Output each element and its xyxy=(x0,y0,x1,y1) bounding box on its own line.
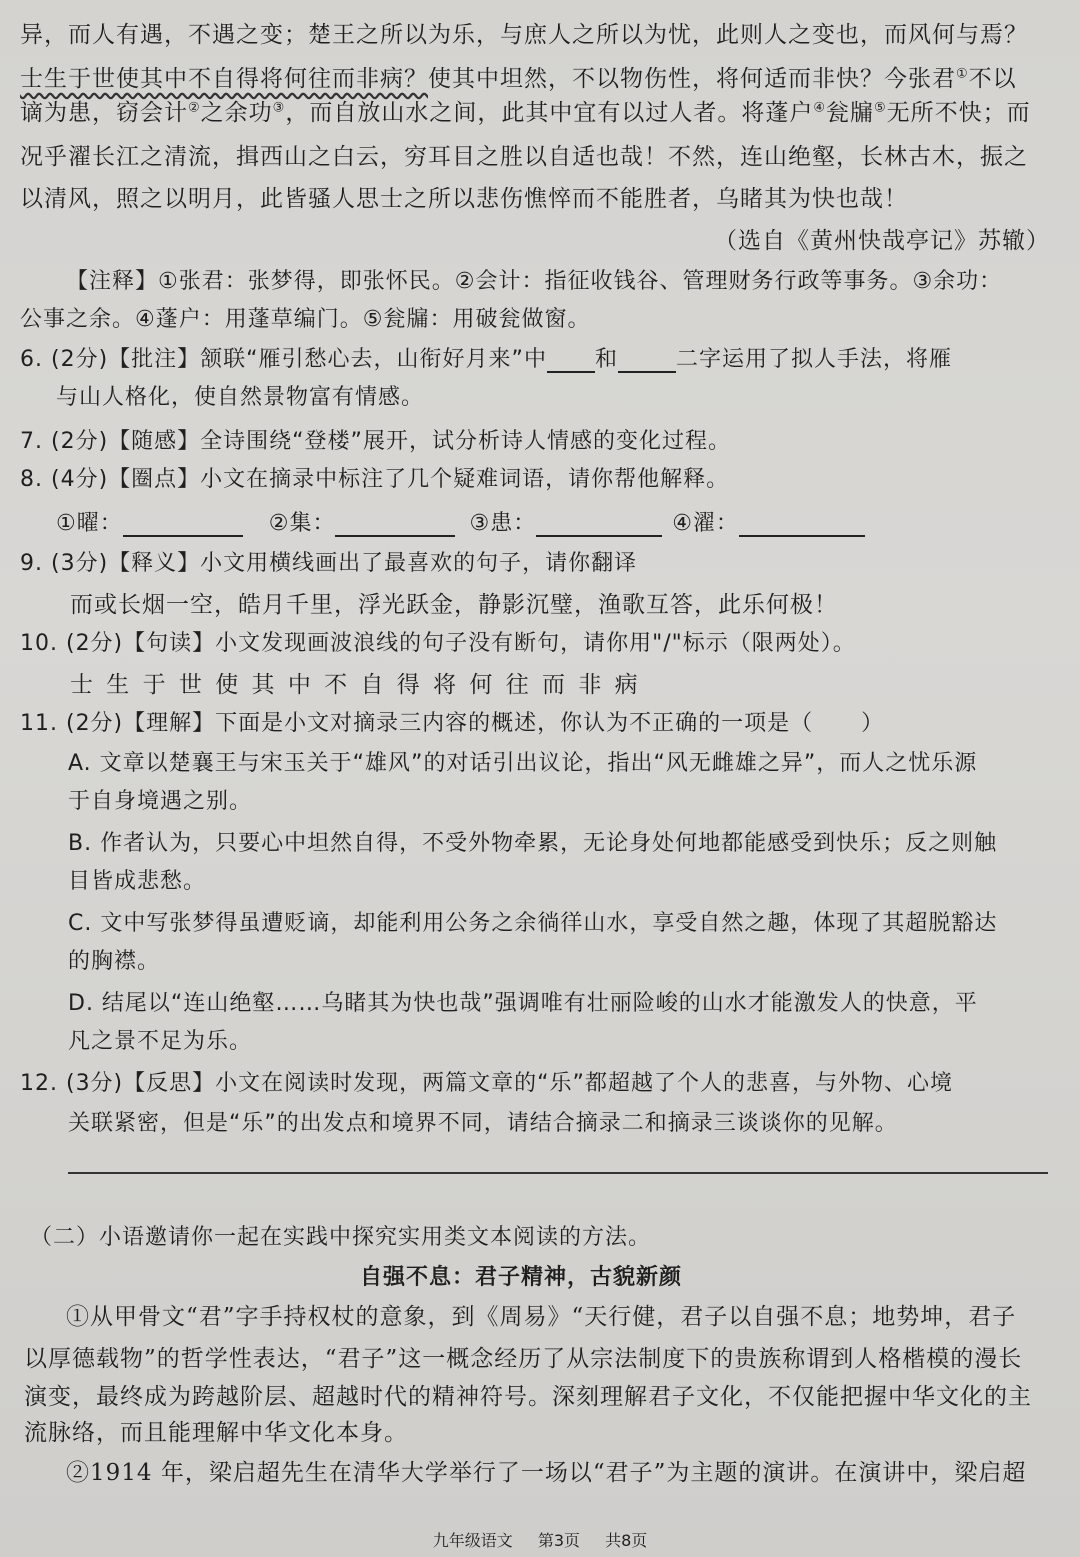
question-7: 7. (2分)【随感】全诗围绕“登楼”展开，试分析诗人情感的变化过程。 xyxy=(20,429,731,454)
question-11 xyxy=(20,706,884,737)
page-footer xyxy=(0,1528,1080,1551)
excerpt-line-3-e: 无所不快；而 xyxy=(886,100,1031,126)
excerpt-line-2 xyxy=(20,60,1017,93)
q11-option-d-line-2: 凡之景不足为乐。 xyxy=(68,1029,253,1054)
q8-blank-2[interactable] xyxy=(335,513,455,537)
footnote-marker-1: ① xyxy=(956,66,969,82)
q8-blank-3[interactable] xyxy=(536,513,662,537)
footer-subject: 九年级语文 xyxy=(432,1531,513,1550)
question-6 xyxy=(20,342,952,373)
q11-option-a-line-2: 于自身境遇之别。 xyxy=(68,789,253,814)
question-8: 8. (4分)【圈点】小文在摘录中标注了几个疑难词语，请你帮他解释。 xyxy=(20,467,730,492)
q8-item-2-label: ②集： xyxy=(268,511,336,536)
q6-blank-2[interactable] xyxy=(618,349,676,373)
wavy-sentence: 士生于世使其中不自得将何往而非病？ xyxy=(20,66,428,92)
q6-text-a: 6. (2分)【批注】颔联“雁引愁心去，山衔好月来”中 xyxy=(20,347,547,372)
excerpt-line-3-d: 瓮牖 xyxy=(825,100,874,126)
q11-stem: 11. (2分)【理解】下面是小文对摘录三内容的概述，你认为不正确的一项是（ xyxy=(20,711,814,736)
q12-answer-line[interactable] xyxy=(68,1172,1048,1174)
q8-item-4-label: ④濯： xyxy=(672,511,739,536)
question-9: 9. (3分)【释义】小文用横线画出了最喜欢的句子，请你翻译 xyxy=(20,551,638,576)
q11-stem-close: ） xyxy=(861,711,885,736)
question-10: 10. (2分)【句读】小文发现画波浪线的句子没有断句，请你用"/"标示（限两处）。 xyxy=(20,631,856,656)
excerpt-line-3-b: 之余功 xyxy=(200,100,273,126)
section-2-intro: （二）小语邀请你一起在实践中探究实用类文本阅读的方法。 xyxy=(30,1225,652,1250)
excerpt-line-3-c: ，而自放山水之间，此其中宜有以过人者。将蓬户 xyxy=(285,100,814,126)
section-2-p1-line-2: 以厚德载物”的哲学性表达，“君子”这一概念经历了从宗法制度下的贵族称谓到人格楷模的漫长 xyxy=(24,1346,1023,1372)
q8-blank-4[interactable] xyxy=(739,513,865,537)
footnote-marker-2: ② xyxy=(188,100,201,116)
q6-blank-1[interactable] xyxy=(547,349,595,373)
question-6-line-2: 与山人格化，使自然景物富有情感。 xyxy=(56,385,425,410)
q11-option-c-line-2: 的胸襟。 xyxy=(68,949,161,974)
section-2-title: 自强不息：君子精神，古貌新颜 xyxy=(360,1265,683,1290)
q8-item-3-label: ③患： xyxy=(469,511,537,536)
q8-item-1-label: ①曜： xyxy=(56,511,123,536)
footer-page-number: 第3页 xyxy=(537,1531,580,1550)
excerpt-line-1: 异，而人有遇，不遇之变；楚王之所以为乐，与庶人之所以为忧，此则人之变也，而风何与焉？ xyxy=(20,22,1028,48)
excerpt-source: （选自《黄州快哉亭记》苏辙） xyxy=(714,228,1050,254)
excerpt-line-3-a: 谪为患，窃会计 xyxy=(20,100,188,126)
footnote-marker-5: ⑤ xyxy=(873,100,887,116)
excerpt-line-4: 况乎濯长江之清流，揖西山之白云，穷耳目之胜以自适也哉！不然，连山绝壑，长林古木，振之 xyxy=(20,144,1028,170)
question-8-items xyxy=(56,506,865,537)
footnote-marker-4: ④ xyxy=(813,100,826,116)
q11-option-c-line-1: C. 文中写张梦得虽遭贬谪，却能利用公务之余徜徉山水，享受自然之趣，体现了其超脱豁达 xyxy=(68,911,998,936)
excerpt-line-3 xyxy=(20,94,1031,127)
q11-option-b-line-2: 目皆成悲愁。 xyxy=(68,869,207,894)
section-2-p1-line-1: ①从甲骨文“君”字手持权杖的意象，到《周易》“天行健，君子以自强不息；地势坤，君子 xyxy=(66,1304,1017,1330)
excerpt-line-2-rest-a: 使其中坦然，不以物伤性，将何适而非快？今张君 xyxy=(428,66,956,92)
q6-text-b: 和 xyxy=(594,347,618,372)
excerpt-line-5: 以清风，照之以明月，此皆骚人思士之所以悲伤憔悴而不能胜者，乌睹其为快也哉！ xyxy=(20,186,908,212)
section-2-p1-line-4: 流脉络，而且能理解中华文化本身。 xyxy=(24,1420,408,1446)
q11-option-b-line-1: B. 作者认为，只要心中坦然自得，不受外物牵累，无论身处何地都能感受到快乐；反之则触 xyxy=(68,831,998,856)
question-9-sentence: 而或长烟一空，皓月千里，浮光跃金，静影沉璧，渔歌互答，此乐何极！ xyxy=(70,592,838,618)
section-2-p1-line-3: 演变，最终成为跨越阶层、超越时代的精神符号。深刻理解君子文化，不仅能把握中华文化的主 xyxy=(24,1384,1032,1410)
excerpt-line-2-rest-b: 不以 xyxy=(968,66,1017,92)
question-12: 12. (3分)【反思】小文在阅读时发现，两篇文章的“乐”都超越了个人的悲喜，与外物、心境 xyxy=(20,1071,953,1096)
question-12-line-2: 关联紧密，但是“乐”的出发点和境界不同，请结合摘录二和摘录三谈谈你的见解。 xyxy=(68,1111,898,1136)
section-2-p2-line-1: ②1914 年，梁启超先生在清华大学举行了一场以“君子”为主题的演讲。在演讲中，梁启超 xyxy=(66,1460,1027,1486)
q6-text-c: 二字运用了拟人手法，将雁 xyxy=(675,347,952,372)
footnote-marker-3: ③ xyxy=(272,100,286,116)
footer-total-pages: 共8页 xyxy=(605,1531,648,1550)
q8-blank-1[interactable] xyxy=(123,513,243,537)
notes-line-1: 【注释】①张君：张梦得，即张怀民。②会计：指征收钱谷、管理财务行政等事务。③余功： xyxy=(66,269,1003,294)
q11-option-d-line-1: D. 结尾以“连山绝壑……乌睹其为快也哉”强调唯有壮丽险峻的山水才能激发人的快意，平 xyxy=(68,991,978,1016)
q11-option-a-line-1: A. 文章以楚襄王与宋玉关于“雄风”的对话引出议论，指出“风无雌雄之异”，而人之忧乐源 xyxy=(68,751,978,776)
question-10-sentence: 士 生 于 世 使 其 中 不 自 得 将 何 往 而 非 病 xyxy=(70,672,641,698)
notes-line-2: 公事之余。④蓬户：用蓬草编门。⑤瓮牖：用破瓮做窗。 xyxy=(20,307,591,332)
